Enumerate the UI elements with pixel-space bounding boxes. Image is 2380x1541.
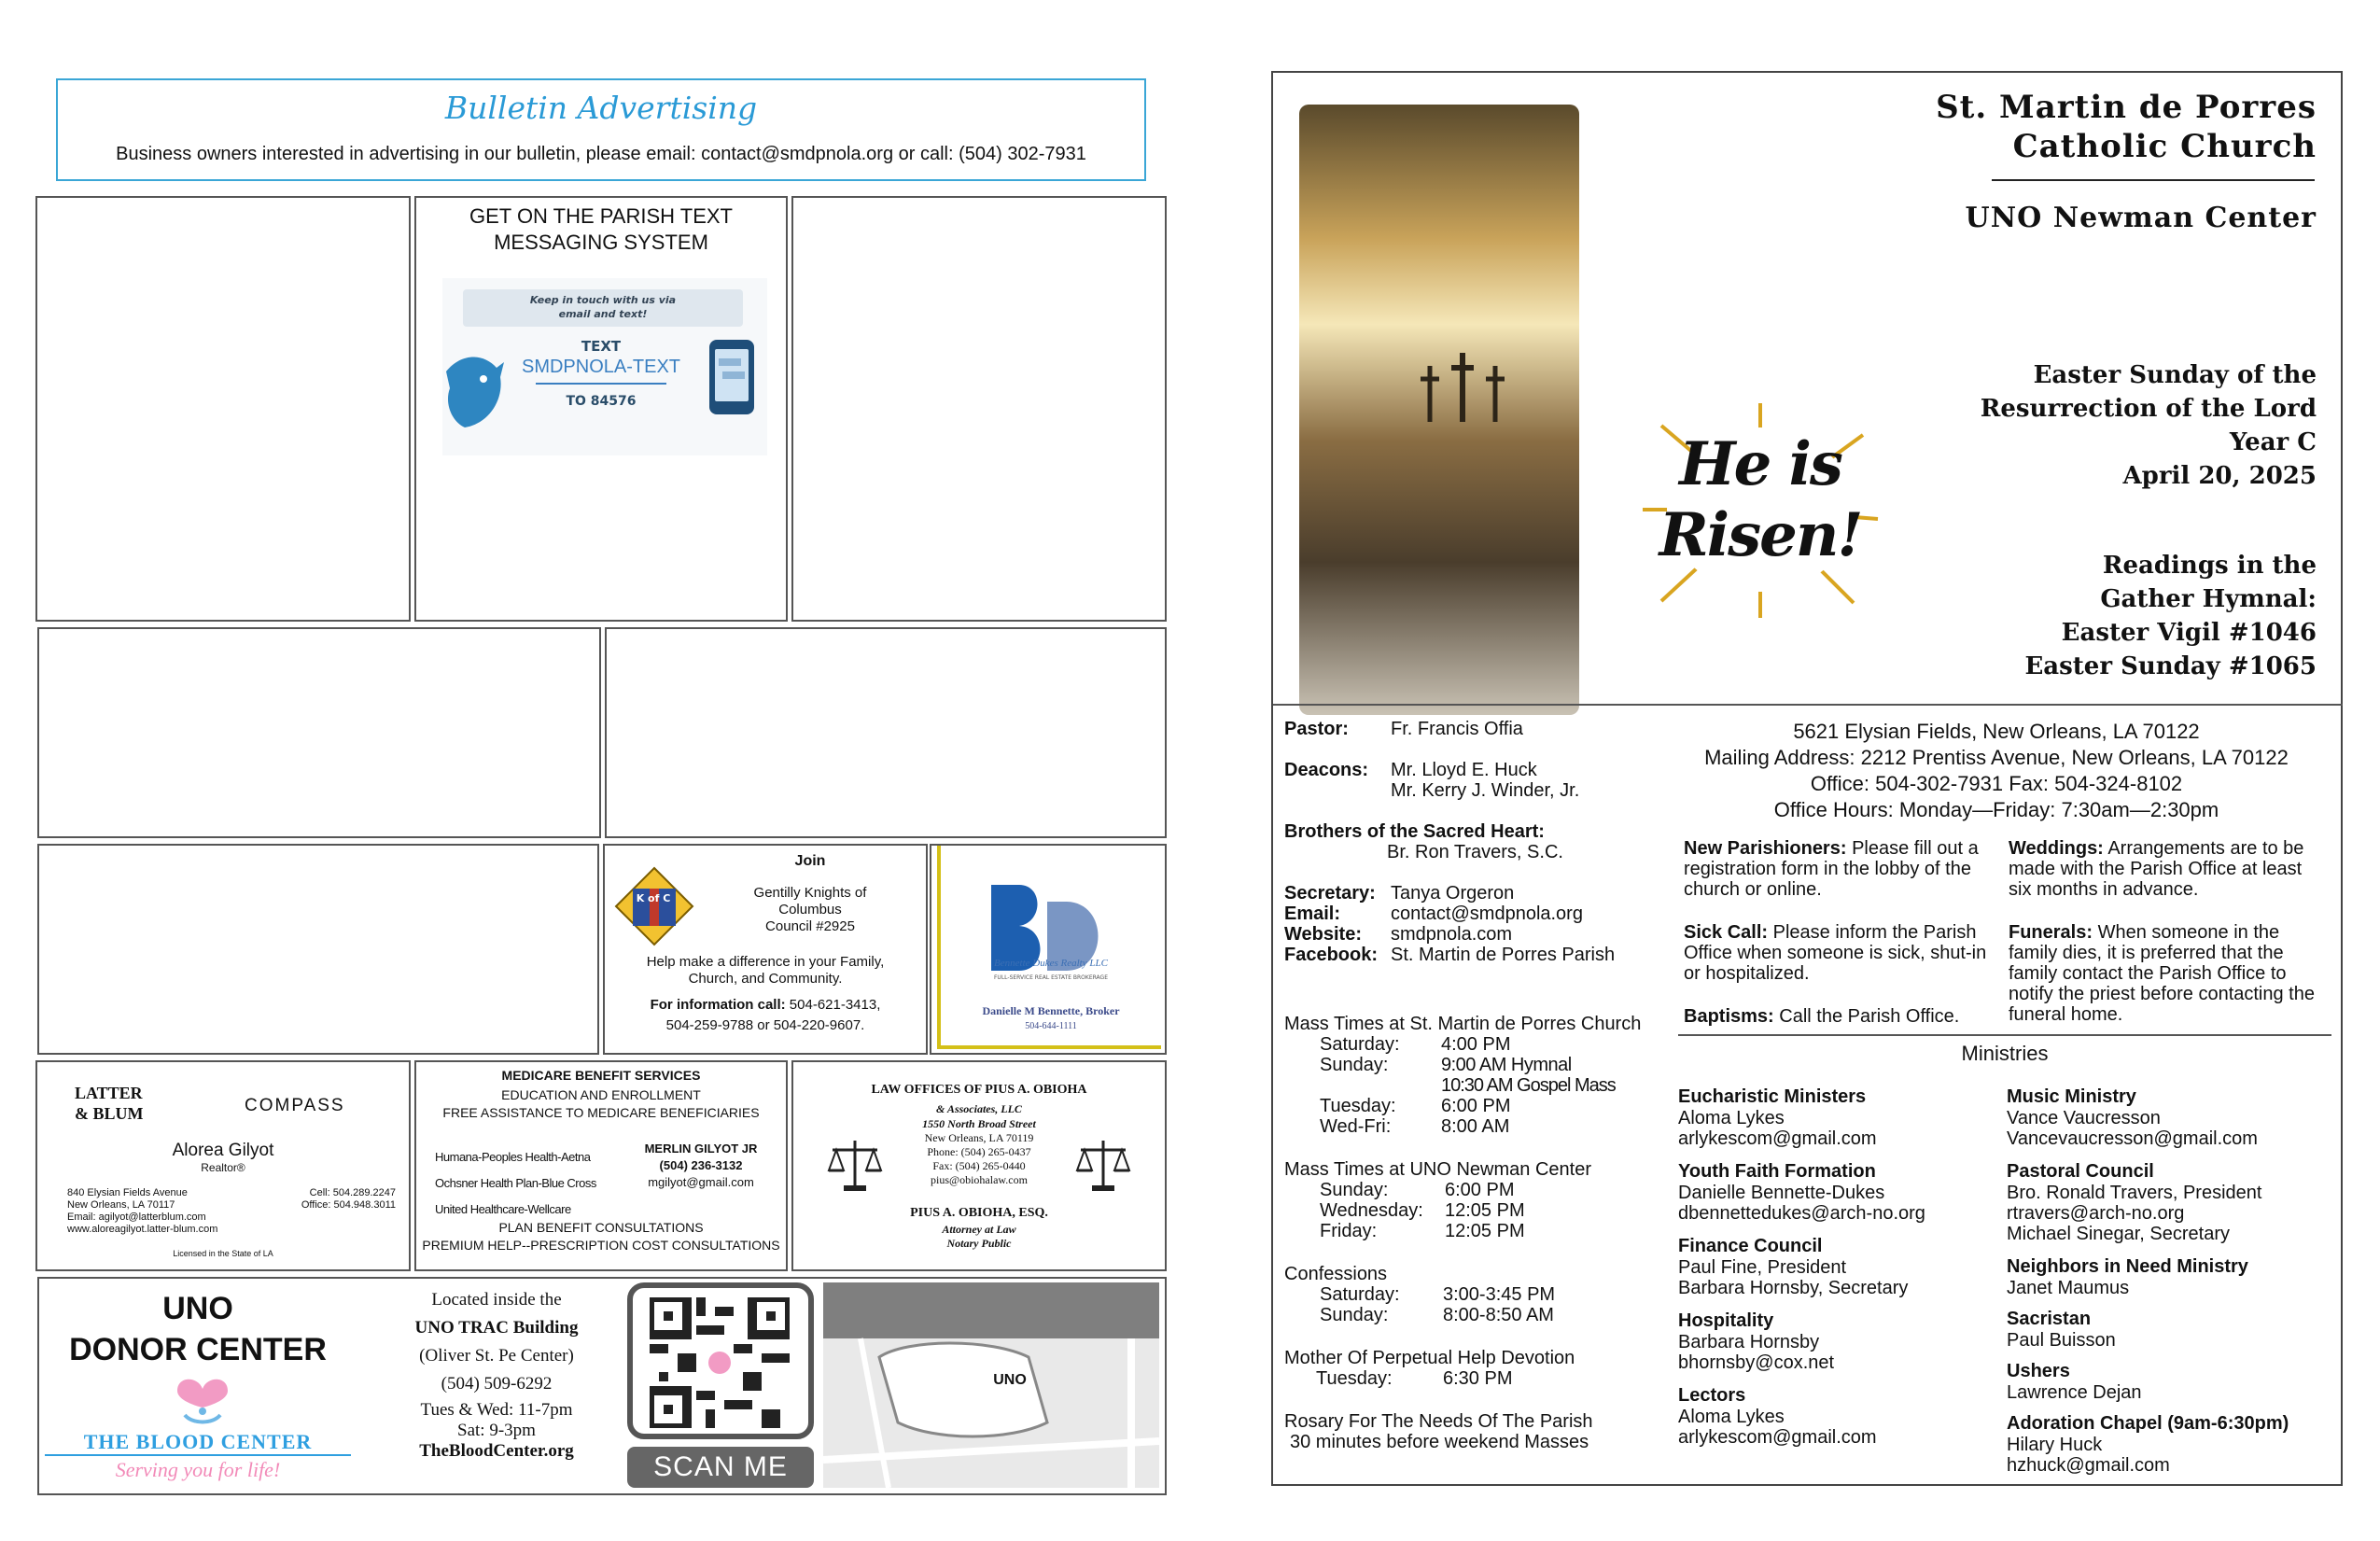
law-address: & Associates, LLC 1550 North Broad Street — [922, 1102, 1036, 1130]
ministry-item: Finance Council Paul Fine, President Barbara Hornsby, Secretary — [1678, 1236, 1909, 1298]
brand-rule — [45, 1454, 351, 1456]
notice-weddings: Weddings: Arrangements are to be made with the Parish Office at least six months in advance. — [2009, 838, 2304, 900]
confessions: Confessions Saturday: 3:00-3:45 PM Sunday: 8:00-8:50 AM — [1284, 1264, 1556, 1325]
law-title: LAW OFFICES OF PIUS A. OBIOHA — [871, 1083, 1087, 1097]
agent-title: Realtor® — [201, 1161, 245, 1174]
bd-phone: 504-644-1111 — [1025, 1021, 1077, 1031]
empty-tomb-image — [1299, 105, 1579, 715]
notice-sick-call: Sick Call: Please inform the Parish Office when someone is sick, shut-in or hospitalized. — [1684, 922, 1987, 984]
ministry-item: Adoration Chapel (9am-6:30pm) Hilary Huck hzhuck@gmail.com — [2007, 1413, 2289, 1476]
scales-icon — [827, 1137, 883, 1193]
kofc-help: Help make a difference in your Family, Church, and Community. — [646, 954, 885, 987]
ministry-item: Sacristan Paul Buisson — [2007, 1309, 2116, 1351]
kofc-council: Gentilly Knights of Columbus Council #2925 — [753, 885, 867, 934]
keyword-underline — [536, 383, 666, 385]
map-label: UNO — [993, 1372, 1027, 1388]
newman-center-name: UNO Newman Center — [1965, 202, 2317, 234]
heart-icon — [170, 1370, 235, 1426]
phone-icon — [706, 338, 758, 416]
he-is-risen-text: He is Risen! — [1659, 429, 1862, 570]
medicare-agent: MERLIN GILYOT JR (504) 236-3132 mgilyot@gmail.com — [644, 1142, 758, 1189]
section-divider — [1273, 704, 2343, 706]
parish-address: 5621 Elysian Fields, New Orleans, LA 70122 Mailing Address: 2212 Prentiss Avenue, New Orleans, LA 70122 Office: 504-302-7931 Fax: 504-324-8102 Office Hours: Monday—Friday: 7:30am—2:30pm — [1704, 720, 2289, 821]
law-office-ad — [791, 1060, 1167, 1271]
text-to-number: TO 84576 — [566, 394, 637, 409]
readings-info: Readings in the Gather Hymnal: Easter Vigil #1046 Easter Sunday #1065 — [2024, 552, 2317, 680]
title-rule — [1992, 179, 2315, 181]
kofc-contact: For information call: 504-621-3413, 504-259-9788 or 504-220-9607. — [650, 997, 881, 1033]
agent-name: Alorea Gilyot — [172, 1141, 274, 1160]
ministry-item: Lectors Aloma Lykes arlykescom@gmail.com — [1678, 1385, 1877, 1448]
ministries-title: Ministries — [1961, 1042, 2049, 1065]
blood-center-ad — [37, 1277, 1167, 1495]
medicare-sub: EDUCATION AND ENROLLMENT FREE ASSISTANCE TO MEDICARE BENEFICIARIES — [442, 1087, 760, 1120]
agent-address: 840 Elysian Fields Avenue New Orleans, LA 70117 Email: agilyot@latterblum.com www.aloreagilyot.latter-blum.com — [67, 1187, 218, 1235]
bennette-dukes-ad — [930, 844, 1167, 1055]
dove-icon — [442, 343, 508, 433]
compass-logo: COMPASS — [245, 1096, 345, 1115]
notice-baptisms: Baptisms: Call the Parish Office. — [1684, 1006, 1960, 1027]
bd-script: Bennette Dukes Realty LLC — [994, 958, 1108, 969]
scales-icon — [1075, 1137, 1131, 1193]
staff-list: Pastor: Fr. Francis Offia Deacons: Mr. Lloyd E. Huck Mr. Kerry J. Winder, Jr. Brothers of the Sacred Heart: Br. Ron Travers, S.C. Secretary: Tanya Orgeron Email: contact@smdpnola.org Website: smdpnola.com Facebook: St. Martin de Porres Parish — [1284, 719, 1616, 965]
medicare-footer: PLAN BENEFIT CONSULTATIONS PREMIUM HELP--PRESCRIPTION COST CONSULTATIONS — [422, 1220, 780, 1253]
bd-small: FULL-SERVICE REAL ESTATE BROKERAGE — [993, 974, 1108, 981]
yellow-rule — [937, 846, 941, 1049]
donor-title: UNO DONOR CENTER — [69, 1291, 327, 1367]
crosses-icon — [1411, 347, 1514, 422]
latter-blum-logo: LATTER & BLUM — [75, 1084, 144, 1123]
blood-center-tagline: Serving you for life! — [115, 1458, 281, 1481]
text-messaging-ad — [414, 196, 788, 622]
empty-ad-slot — [37, 844, 599, 1055]
ministry-item: Eucharistic Ministers Aloma Lykes arlykescom@gmail.com — [1678, 1086, 1877, 1149]
qr-code[interactable] — [627, 1282, 814, 1439]
knights-emblem-icon — [612, 864, 696, 948]
latter-blum-ad — [35, 1060, 411, 1271]
law-role: Attorney at Law Notary Public — [942, 1223, 1016, 1250]
advertising-text: Business owners interested in advertising in our bulletin, please email: contact@smdpnola.org or call: (504) 302-7931 — [116, 144, 1086, 164]
empty-ad-slot — [35, 196, 411, 622]
ministry-item: Youth Faith Formation Danielle Bennette-Dukes dbennettedukes@arch-no.org — [1678, 1161, 1925, 1224]
text-label: TEXT — [581, 338, 622, 355]
empty-ad-slot — [791, 196, 1167, 622]
empty-ad-slot — [37, 627, 601, 838]
medicare-plans: Humana-Peoples Health-Aetna Ochsner Health Plan-Blue Cross United Healthcare-Wellcare — [435, 1150, 596, 1216]
yellow-rule — [937, 1045, 1161, 1049]
text-keyword: SMDPNOLA-TEXT — [521, 357, 681, 377]
qr-code-icon — [650, 1297, 790, 1428]
donor-location: Located inside the UNO TRAC Building (Oliver St. Pe Center) (504) 509-6292 — [414, 1290, 579, 1394]
bd-broker: Danielle M Bennette, Broker — [982, 1004, 1120, 1017]
bulletin-cover — [1271, 71, 2343, 1486]
ministries-right — [2007, 1086, 2333, 1488]
medicare-title: MEDICARE BENEFIT SERVICES — [501, 1068, 701, 1083]
ministry-item: Pastoral Council Bro. Ronald Travers, President rtravers@arch-no.org Michael Sinegar, Secretary — [2007, 1161, 2262, 1244]
knights-emblem-text: K of C — [636, 892, 671, 904]
knights-of-columbus-ad — [603, 844, 928, 1055]
empty-ad-slot — [605, 627, 1167, 838]
law-contact: New Orleans, LA 70119 Phone: (504) 265-0437 Fax: (504) 265-0440 pius@obiohalaw.com — [924, 1131, 1034, 1186]
feast-title: Easter Sunday of the Resurrection of the Lord Year C April 20, 2025 — [1980, 361, 2317, 490]
campus-map — [823, 1282, 1159, 1488]
advertising-title: Bulletin Advertising — [444, 90, 758, 126]
speech-bubble: Keep in touch with us via email and text! — [463, 289, 743, 327]
rosary: Rosary For The Needs Of The Parish 30 minutes before weekend Masses — [1284, 1411, 1593, 1452]
church-name: St. Martin de Porres Catholic Church — [1936, 89, 2317, 165]
devotion: Mother Of Perpetual Help Devotion Tuesday: 6:30 PM — [1284, 1348, 1575, 1389]
kofc-join: Join — [794, 853, 826, 869]
notice-new-parishioners: New Parishioners: Please fill out a registration form in the lobby of the church or online. — [1684, 838, 1979, 900]
scan-me-button[interactable]: SCAN ME — [627, 1447, 814, 1488]
ministry-item: Hospitality Barbara Hornsby bhornsby@cox.net — [1678, 1310, 1835, 1373]
mass-times-uno: Mass Times at UNO Newman Center Sunday: 6:00 PM Wednesday: 12:05 PM Friday: 12:05 PM — [1284, 1159, 1591, 1241]
donor-hours: Tues & Wed: 11-7pm Sat: 9-3pm TheBloodCenter.org — [419, 1400, 574, 1461]
advertising-header — [56, 78, 1146, 181]
ministry-item: Neighbors in Need Ministry Janet Maumus — [2007, 1256, 2248, 1298]
text-ad-graphic — [442, 278, 767, 455]
mass-times-smdp: Mass Times at St. Martin de Porres Church Saturday: 4:00 PM Sunday: 9:00 AM Hymnal 10:30 AM Gospel Mass Tuesday: 6:00 PM Wed-Fri: 8:00 AM — [1284, 1014, 1642, 1137]
ministries-left — [1678, 1086, 1995, 1460]
blood-center-brand: THE BLOOD CENTER — [83, 1430, 313, 1453]
he-is-risen-graphic — [1639, 398, 1882, 622]
agent-phones: Cell: 504.289.2247 Office: 504.948.3011 — [301, 1187, 396, 1211]
license-note: Licensed in the State of LA — [173, 1249, 273, 1258]
medicare-ad — [414, 1060, 788, 1271]
law-name: PIUS A. OBIOHA, ESQ. — [910, 1206, 1048, 1220]
ministries-divider — [1678, 1034, 2331, 1036]
notice-funerals: Funerals: When someone in the family dies, it is preferred that the family contact the Parish Office to notify the priest before contacting the funeral home. — [2009, 922, 2315, 1025]
text-ad-heading: GET ON THE PARISH TEXT MESSAGING SYSTEM — [469, 204, 733, 254]
ministry-item: Ushers Lawrence Dejan — [2007, 1361, 2142, 1403]
ministry-item: Music Ministry Vance Vaucresson Vancevaucresson@gmail.com — [2007, 1086, 2258, 1149]
